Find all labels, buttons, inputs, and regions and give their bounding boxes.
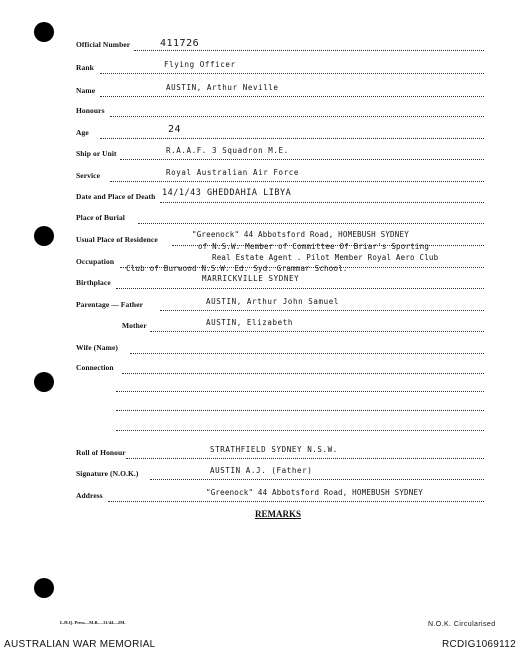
father-line — [160, 310, 484, 311]
name-label: Name — [76, 86, 96, 95]
official-number-label: Official Number — [76, 40, 131, 49]
name-line — [100, 96, 484, 97]
name-value: AUSTIN, Arthur Neville — [166, 83, 279, 92]
birthplace-label: Birthplace — [76, 278, 111, 287]
age-line — [100, 138, 484, 139]
form-print-code: L.H.Q. Press—M.B.—31/44—2M. — [60, 620, 126, 625]
signature-line — [150, 479, 484, 480]
connection-line — [116, 410, 484, 411]
birthplace-line — [116, 288, 484, 289]
official-number-value: 411726 — [160, 38, 200, 49]
punch-hole — [34, 226, 54, 246]
rank-label: Rank — [76, 63, 94, 72]
punch-hole — [34, 372, 54, 392]
remarks-heading: REMARKS — [255, 509, 302, 519]
occupation-label: Occupation — [76, 257, 115, 266]
wife-line — [130, 353, 484, 354]
father-label: Parentage — Father — [76, 300, 144, 309]
age-label: Age — [76, 128, 89, 137]
signature-value: AUSTIN A.J. (Father) — [210, 466, 313, 475]
address-label: Address — [76, 491, 103, 500]
archive-source: AUSTRALIAN WAR MEMORIAL — [4, 639, 156, 650]
punch-hole — [34, 578, 54, 598]
roll-line — [126, 458, 484, 459]
rank-value: Flying Officer — [164, 60, 236, 69]
roll-value: STRATHFIELD SYDNEY N.S.W. — [210, 445, 338, 454]
connection-line — [116, 430, 484, 431]
nok-circularised-stamp: N.O.K. Circularised — [428, 621, 496, 628]
occupation-continuation: Club of Burwood N.S.W. Ed. Syd. Grammar School. — [126, 264, 348, 273]
residence-value: "Greenock" 44 Abbotsford Road, HOMEBUSH SYDNEY — [192, 230, 409, 239]
residence-continuation: of N.S.W. Member of Committee Of Briar's Sporting — [198, 242, 430, 251]
archive-id: RCDIG1069112 — [441, 639, 516, 650]
connection-label: Connection — [76, 363, 114, 372]
roll-label: Roll of Honour — [76, 448, 126, 457]
occupation-value: Real Estate Agent . Pilot Member Royal Aero Club — [212, 253, 439, 262]
service-line — [110, 181, 484, 182]
burial-line — [138, 223, 484, 224]
father-value: AUSTIN, Arthur John Samuel — [206, 297, 339, 306]
address-line — [108, 501, 484, 502]
ship-label: Ship or Unit — [76, 149, 117, 158]
death-value: 14/1/43 GHEDDAHIA LIBYA — [162, 188, 292, 198]
connection-line — [122, 373, 484, 374]
death-line — [160, 202, 484, 203]
mother-label: Mother — [122, 321, 147, 330]
address-value: "Greenock" 44 Abbotsford Road, HOMEBUSH SYDNEY — [206, 488, 423, 497]
official-number-line — [134, 50, 484, 51]
punch-hole — [34, 22, 54, 42]
connection-line — [116, 391, 484, 392]
service-value: Royal Australian Air Force — [166, 168, 299, 177]
residence-label: Usual Place of Residence — [76, 235, 158, 244]
wife-label: Wife (Name) — [76, 343, 118, 352]
honours-label: Honours — [76, 106, 105, 115]
mother-value: AUSTIN, Elizabeth — [206, 318, 293, 327]
ship-value: R.A.A.F. 3 Squadron M.E. — [166, 146, 289, 155]
birthplace-value: MARRICKVILLE SYDNEY — [202, 274, 300, 283]
signature-label: Signature (N.O.K.) — [76, 469, 139, 478]
mother-line — [150, 331, 484, 332]
ship-line — [120, 159, 484, 160]
death-label: Date and Place of Death — [76, 192, 156, 201]
honours-line — [110, 116, 484, 117]
age-value: 24 — [168, 124, 182, 135]
burial-label: Place of Burial — [76, 213, 125, 222]
rank-line — [100, 73, 484, 74]
service-label: Service — [76, 171, 101, 180]
